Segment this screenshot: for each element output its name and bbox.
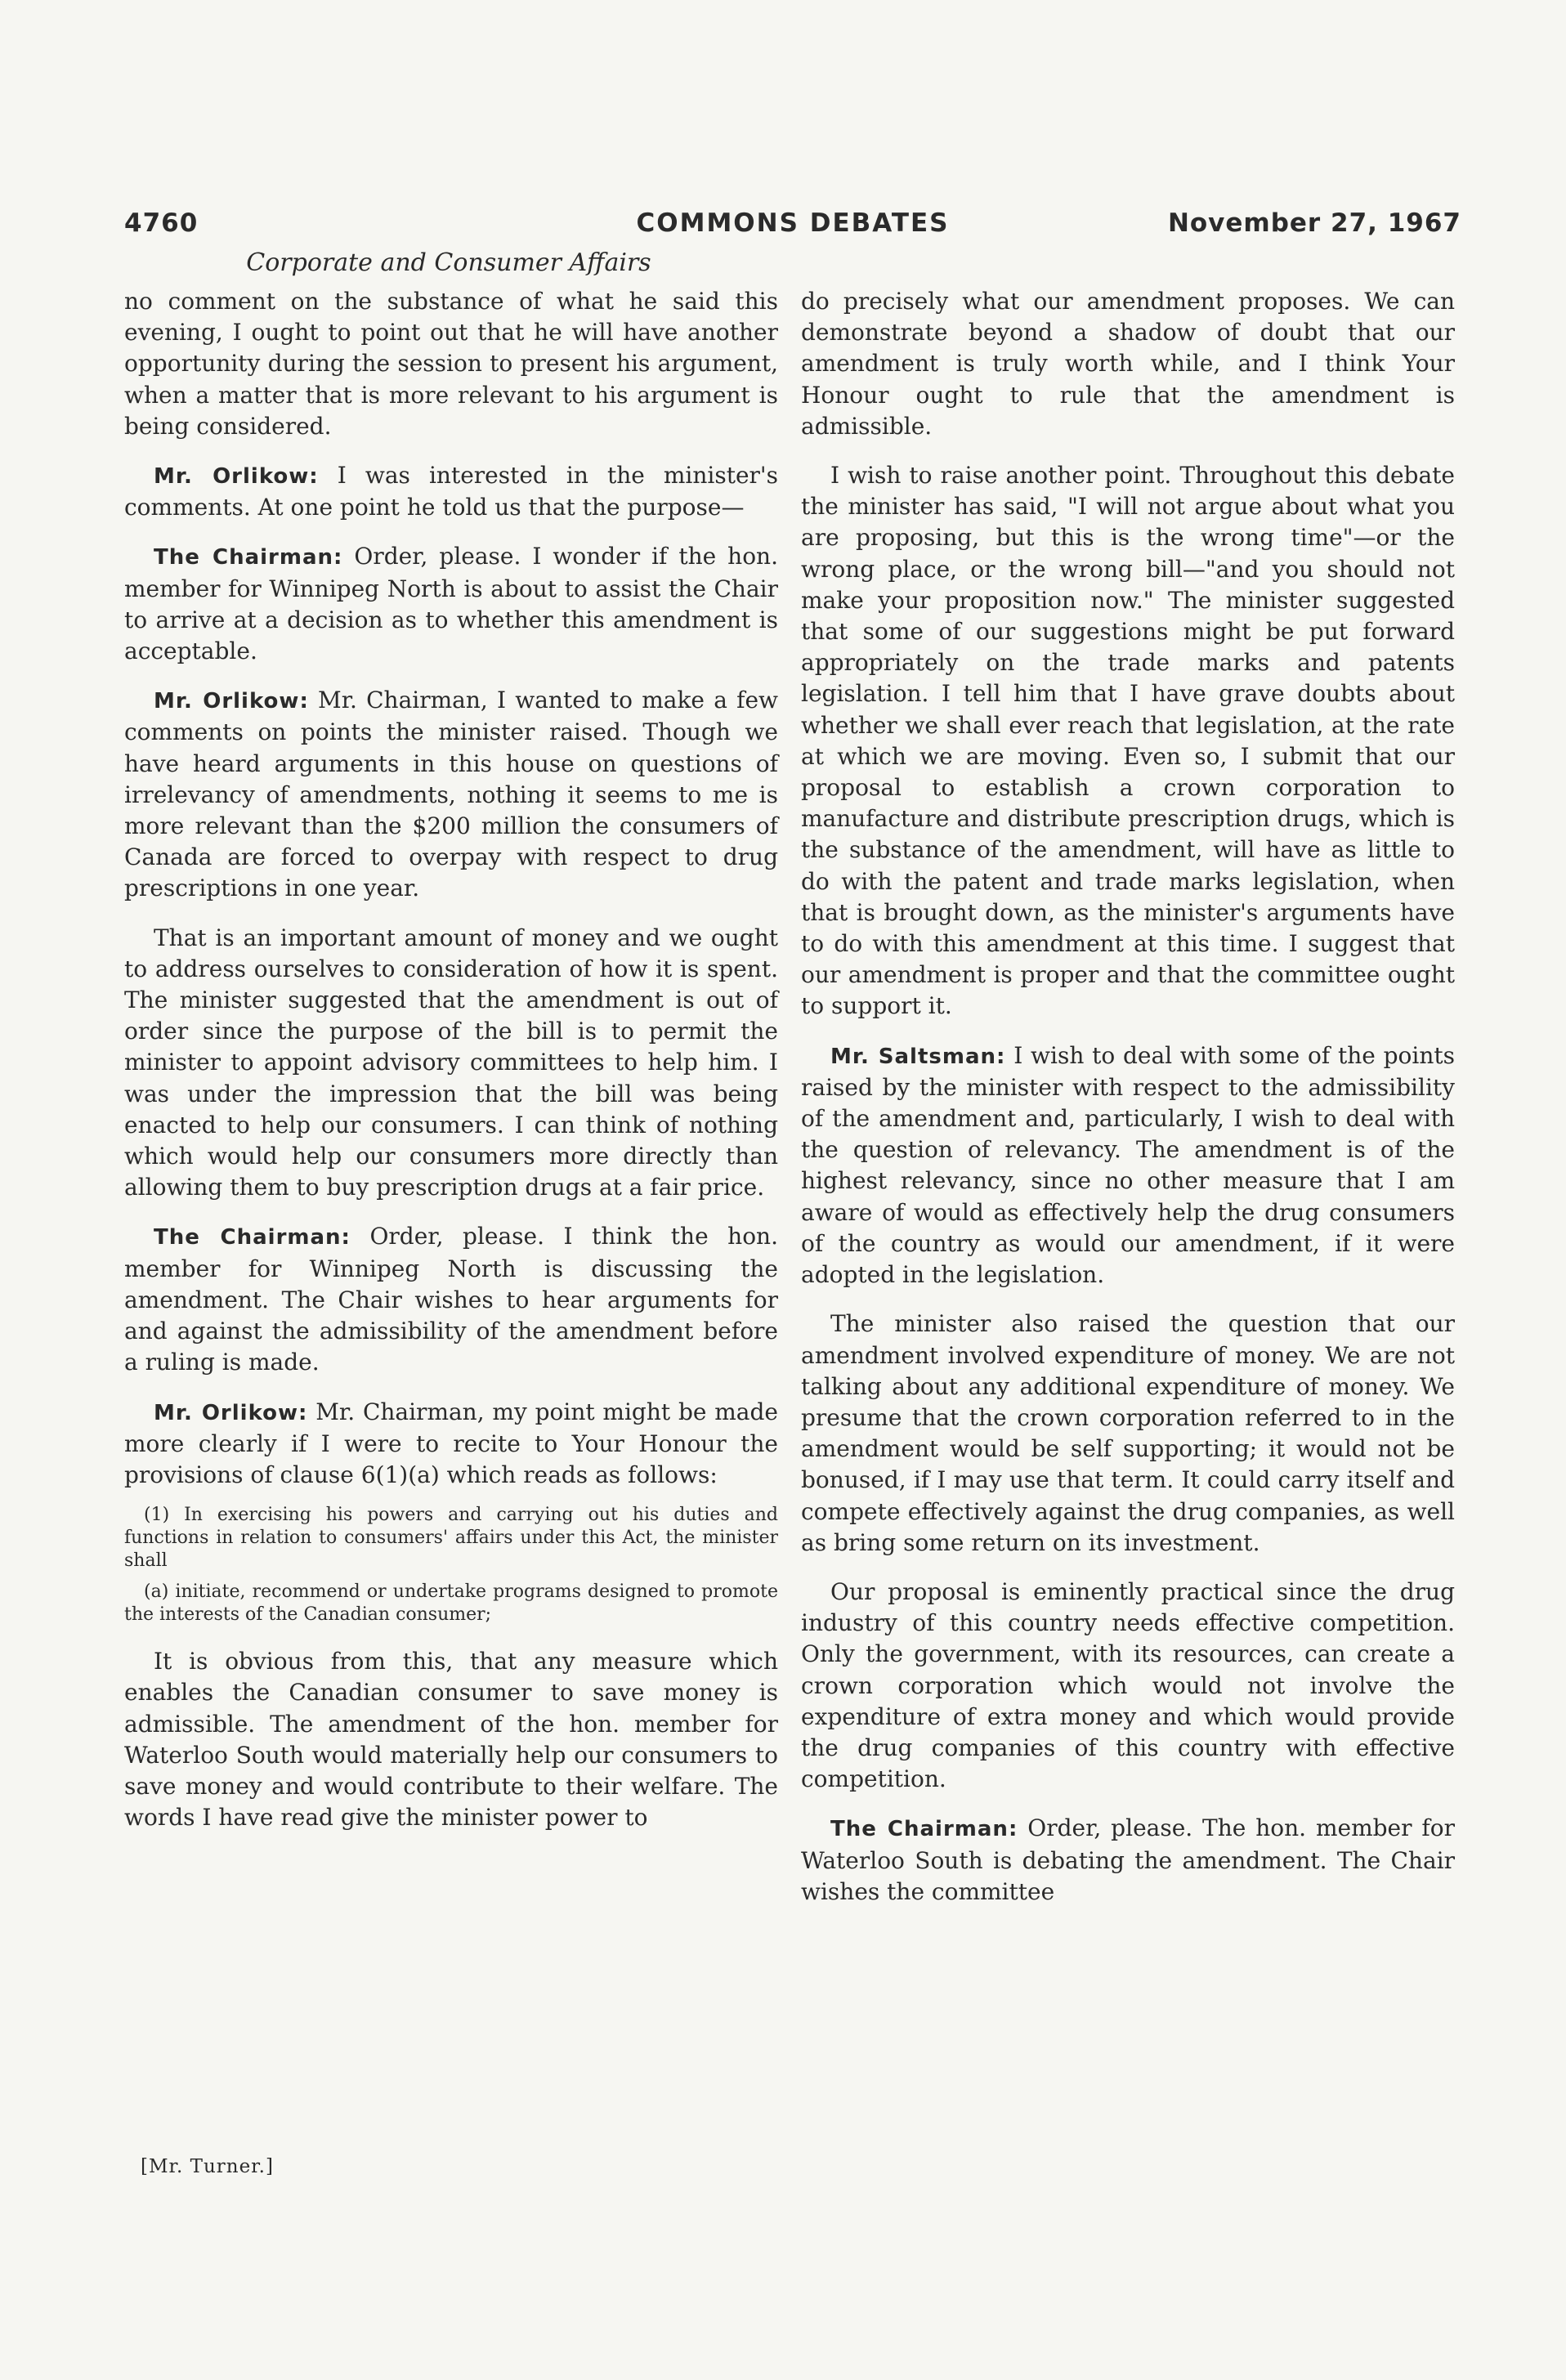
- speaker-name: Mr. Orlikow:: [154, 1400, 308, 1425]
- speaker-name: The Chairman:: [154, 545, 343, 570]
- paragraph: The Chairman: Order, please. I think the hon. member for Winnipeg North is discussing the amendment. The Chair wishes to hear arguments for and against the admissibility of the amendment before a ruling is made.: [124, 1223, 778, 1376]
- paragraph: no comment on the substance of what he said this evening, I ought to point out that he will have another opportunity during the session to present his argument, when a matter that is more relevant to his argument is being considered.: [124, 288, 778, 440]
- speaker-name: Mr. Orlikow:: [154, 689, 309, 714]
- page-footer: [Mr. Turner.]: [141, 2156, 274, 2177]
- paragraph: The Chairman: Order, please. The hon. member for Waterloo South is debating the amendment. The Chair wishes the committee: [801, 1814, 1455, 1905]
- paragraph: Mr. Orlikow: I was interested in the minister's comments. At one point he told us that the purpose—: [124, 462, 778, 521]
- speaker-name: Mr. Saltsman:: [830, 1044, 1006, 1069]
- paragraph: Mr. Orlikow: Mr. Chairman, I wanted to make a few comments on points the minister raised. Though we have heard arguments in this house on questions of irrelevancy of amendments, nothing it seems to me is more relevant than the $200 million the consumers of Canada are forced to overpay with respect to drug prescriptions in one year.: [124, 687, 778, 902]
- page-number: 4760: [124, 208, 199, 238]
- speaker-name: The Chairman:: [830, 1817, 1018, 1842]
- paragraph: It is obvious from this, that any measure which enables the Canadian consumer to save money is admissible. The amendment of the hon. member for Waterloo South would materially help our consumers to save money and would contribute to their welfare. The words I have read give the minister power to: [124, 1648, 778, 1832]
- right-column: [801, 286, 1455, 1926]
- paragraph: do precisely what our amendment proposes. We can demonstrate beyond a shadow of doubt that our amendment is truly worth while, and I think Your Honour ought to rule that the amendment is admissible.: [801, 288, 1455, 440]
- quoted-clause: (1) In exercising his powers and carrying out his duties and functions in relation to consumers' affairs under this Act, the minister shall: [124, 1505, 778, 1572]
- publication-date: November 27, 1967: [1167, 208, 1461, 238]
- paragraph: Our proposal is eminently practical since the drug industry of this country needs effective competition. Only the government, with its resources, can create a crown corporation which would not involve the expenditure of extra money and which would provide the drug companies of this country with effective competition.: [801, 1577, 1455, 1793]
- paragraph: Mr. Saltsman: I wish to deal with some of the points raised by the minister with respect to the admissibility of the amendment and, particularly, I wish to deal with the question of relevancy. The amendment is of the highest relevancy, since no other measure that I am aware of would as effectively help the drug consumers of the country as would our amendment, if it were adopted in the legislation.: [801, 1041, 1455, 1289]
- paragraph: The minister also raised the question that our amendment involved expenditure of money. We are not talking about any additional expenditure of money. We presume that the crown corporation referred to in the amendment would be self supporting; it would not be bonused, if I may use that term. It could carry itself and compete effectively against the drug companies, as well as bring some return on its investment.: [801, 1310, 1455, 1556]
- speaker-name: The Chairman:: [154, 1225, 351, 1250]
- paragraph: Mr. Orlikow: Mr. Chairman, my point might be made more clearly if I were to recite to Your Honour the provisions of clause 6(1)(a) which reads as follows:: [124, 1398, 778, 1488]
- speaker-name: Mr. Orlikow:: [154, 464, 319, 490]
- quoted-clause: (a) initiate, recommend or undertake programs designed to promote the interests of the Canadian consumer;: [124, 1581, 778, 1626]
- paragraph: I wish to raise another point. Throughout this debate the minister has said, "I will not argue about what you are proposing, but this is the wrong time"—or the wrong place, or the wrong bill—"and you should not make your proposition now." The minister suggested that some of our suggestions might be put forward appropriately on the trade marks and patents legislation. I tell him that I have grave doubts about whether we shall ever reach that legislation, at the rate at which we are moving. Even so, I submit that our proposal to establish a crown corporation to manufacture and distribute prescription drugs, which is the substance of the amendment, will have as little to do with the patent and trade marks legislation, when that is brought down, as the minister's arguments have to do with this amendment at this time. I suggest that our amendment is proper and that the committee ought to support it.: [801, 462, 1455, 1020]
- left-column: [124, 286, 778, 1851]
- page-header: [124, 208, 1461, 244]
- publication-title: COMMONS DEBATES: [636, 208, 950, 238]
- paragraph: That is an important amount of money and we ought to address ourselves to consideration of how it is spent. The minister suggested that the amendment is out of order since the purpose of the bill is to permit the minister to appoint advisory committees to help him. I was under the impression that the bill was being enacted to help our consumers. I can think of nothing which would help our consumers more directly than allowing them to buy prescription drugs at a fair price.: [124, 924, 778, 1201]
- section-subheading: Corporate and Consumer Affairs: [246, 248, 651, 277]
- paragraph: The Chairman: Order, please. I wonder if the hon. member for Winnipeg North is about to assist the Chair to arrive at a decision as to whether this amendment is acceptable.: [124, 543, 778, 665]
